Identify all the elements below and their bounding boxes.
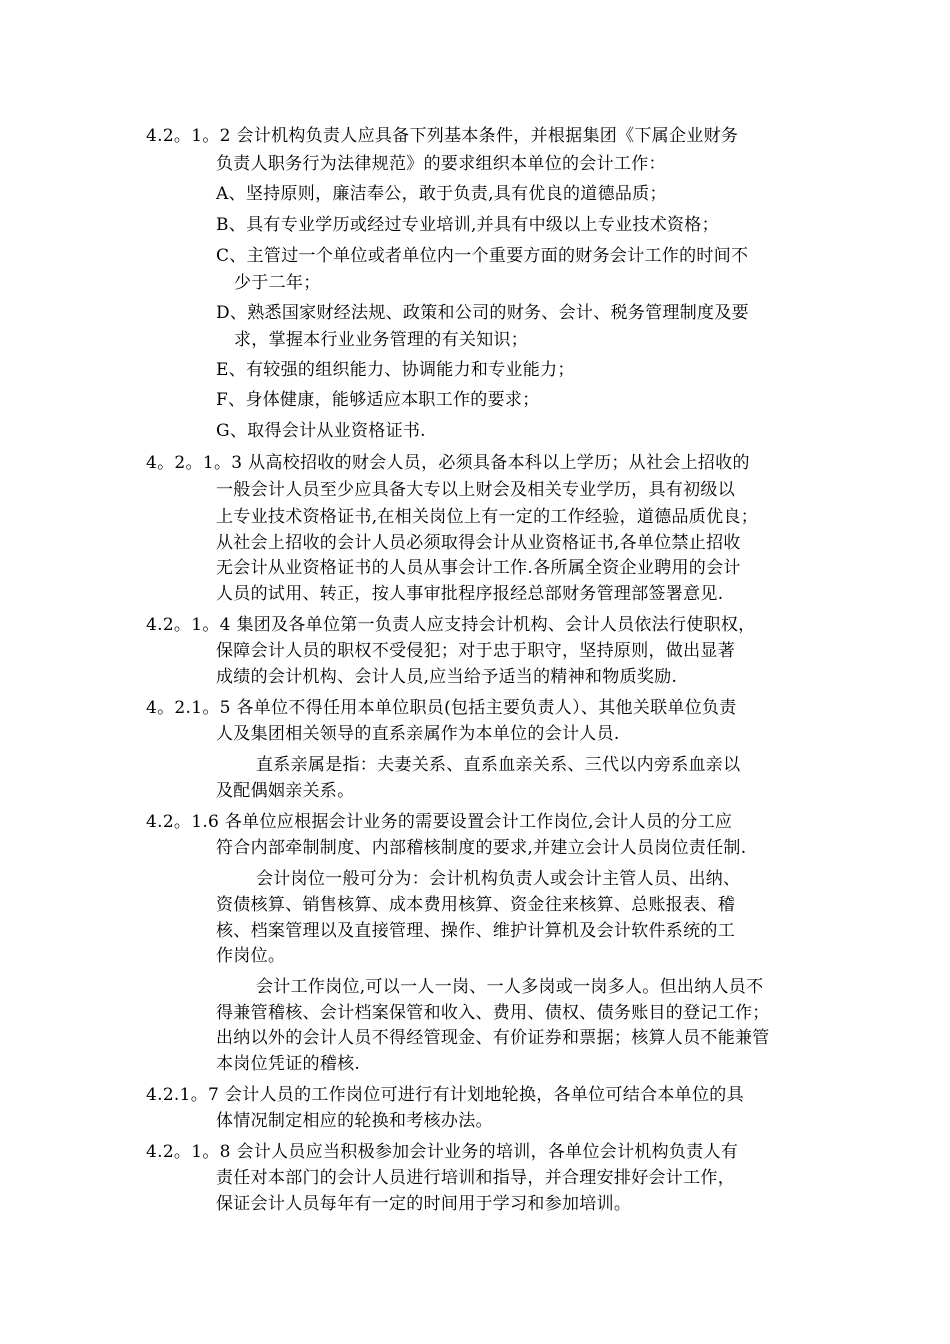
list-item-c: C、主管过一个单位或者单位内一个重要方面的财务会计工作的时间不 [216, 246, 749, 266]
paragraph-line: 得兼管稽核、会计档案保管和收入、费用、债权、债务账目的登记工作； [216, 1003, 770, 1023]
paragraph-line: 资债核算、销售核算、成本费用核算、资金往来核算、总账报表、稽 [216, 895, 735, 915]
section-heading-line: 4.2。1。8 会计人员应当积极参加会计业务的培训，各单位会计机构负责人有 [146, 1142, 739, 1162]
section-text-line: 人员的试用、转正，按人事审批程序报经总部财务管理部签署意见. [216, 584, 724, 604]
paragraph-line: 会计工作岗位,可以一人一岗、一人多岗或一岗多人。但出纳人员不 [256, 977, 764, 997]
section-heading-line: 4.2。1。4 集团及各单位第一负责人应支持会计机构、会计人员依法行使职权， [146, 615, 756, 635]
list-item-d: D、熟悉国家财经法规、政策和公司的财务、会计、税务管理制度及要 [216, 303, 749, 323]
section-heading-line: 4。2。1。3 从高校招收的财会人员，必须具备本科以上学历；从社会上招收的 [146, 453, 750, 473]
paragraph-line: 本岗位凭证的稽核. [216, 1054, 361, 1074]
paragraph-line: 及配偶姻亲关系。 [216, 781, 355, 801]
section-text-line: 责任对本部门的会计人员进行培训和指导，并合理安排好会计工作， [216, 1168, 735, 1188]
section-text-line: 保证会计人员每年有一定的时间用于学习和参加培训。 [216, 1194, 632, 1214]
list-item-a: A、坚持原则，廉洁奉公，敢于负责,具有优良的道德品质； [216, 184, 667, 204]
list-item-g: G、取得会计从业资格证书. [216, 421, 426, 441]
section-text-line: 符合内部牵制制度、内部稽核制度的要求,并建立会计人员岗位责任制. [216, 838, 747, 858]
list-item-f: F、身体健康，能够适应本职工作的要求； [216, 390, 540, 410]
section-heading-line: 4.2。1。2 会计机构负责人应具备下列基本条件，并根据集团《下属企业财务 [146, 126, 739, 146]
section-text-line: 一般会计人员至少应具备大专以上财会及相关专业学历，具有初级以 [216, 480, 735, 500]
paragraph-line: 作岗位。 [216, 946, 286, 966]
list-item-e: E、有较强的组织能力、协调能力和专业能力； [216, 360, 575, 380]
section-heading-line: 4.2.1。7 会计人员的工作岗位可进行有计划地轮换，各单位可结合本单位的具 [146, 1085, 744, 1105]
list-item-b: B、具有专业学历或经过专业培训,并具有中级以上专业技术资格； [216, 215, 719, 235]
paragraph-line: 直系亲属是指：夫妻关系、直系血亲关系、三代以内旁系血亲以 [256, 755, 741, 775]
section-text-line: 上专业技术资格证书,在相关岗位上有一定的工作经验，道德品质优良； [216, 507, 759, 527]
section-text-line: 成绩的会计机构、会计人员,应当给予适当的精神和物质奖励. [216, 667, 678, 687]
section-text-line: 从社会上招收的会计人员必须取得会计从业资格证书,各单位禁止招收 [216, 533, 741, 553]
section-text-line: 体情况制定相应的轮换和考核办法。 [216, 1111, 493, 1131]
paragraph-line: 会计岗位一般可分为：会计机构负责人或会计主管人员、出纳、 [256, 869, 741, 889]
section-text-line: 人及集团相关领导的直系亲属作为本单位的会计人员. [216, 724, 620, 744]
paragraph-line: 出纳以外的会计人员不得经管现金、有价证券和票据；核算人员不能兼管 [216, 1028, 770, 1048]
section-heading-line: 4。2.1。5 各单位不得任用本单位职员(包括主要负责人）、其他关联单位负责 [146, 698, 737, 718]
section-text-line: 负责人职务行为法律规范》的要求组织本单位的会计工作： [216, 154, 666, 174]
section-text-line: 无会计从业资格证书的人员从事会计工作.各所属全资企业聘用的会计 [216, 558, 741, 578]
section-heading-line: 4.2。1.6 各单位应根据会计业务的需要设置会计工作岗位,会计人员的分工应 [146, 812, 733, 832]
section-text-line: 保障会计人员的职权不受侵犯；对于忠于职守，坚持原则，做出显著 [216, 641, 735, 661]
list-item-d-cont: 求，掌握本行业业务管理的有关知识； [234, 330, 529, 350]
list-item-c-cont: 少于二年； [234, 273, 321, 293]
paragraph-line: 核、档案管理以及直接管理、操作、维护计算机及会计软件系统的工 [216, 921, 735, 941]
